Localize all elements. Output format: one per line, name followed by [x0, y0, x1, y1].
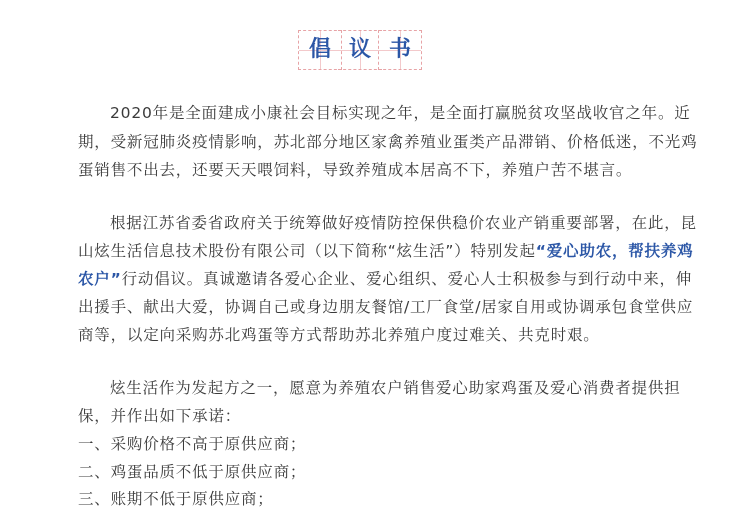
paragraph-2-line-2	[78, 241, 693, 261]
promise-item: 一、采购价格不高于原供应商；	[78, 435, 307, 453]
paragraph-2-line-3-text: 行动倡议。真诚邀请各爱心企业、爱心组织、爱心人士积极参与到行动中来，伸	[121, 270, 693, 288]
paragraph-2-line-2-text: 山炫生活信息技术股份有限公司（以下简称“炫生活”）特别发起	[78, 242, 536, 260]
initiative-name-highlight: “爱心助农，帮扶养鸡	[535, 242, 694, 260]
paragraph-3-line-2: 保，并作出如下承诺：	[78, 407, 242, 425]
title-char: 倡	[308, 37, 331, 62]
document-title	[0, 30, 746, 74]
paragraph-2-line-5: 商等，以定向采购苏北鸡蛋等方式帮助苏北养殖户度过难关、共克时艰。	[78, 326, 600, 344]
paragraph-1-line-1: 2020年是全面建成小康社会目标实现之年，是全面打赢脱贫攻坚战收官之年。近	[110, 104, 691, 122]
title-char-box	[298, 30, 342, 70]
paragraph-2-line-4: 出援手、献出大爱，协调自己或身边朋友餐馆/工厂食堂/居家自用或协调承包食堂供应	[78, 298, 694, 316]
title-char-box	[338, 30, 382, 70]
paragraph-2-line-3	[78, 269, 692, 289]
title-char: 议	[348, 37, 371, 62]
title-char-box	[378, 30, 422, 70]
promise-item: 二、鸡蛋品质不低于原供应商；	[78, 463, 307, 481]
paragraph-1-line-2: 期，受新冠肺炎疫情影响，苏北部分地区家禽养殖业蛋类产品滞销、价格低迷，不光鸡	[78, 133, 698, 151]
paragraph-2-line-1: 根据江苏省委省政府关于统筹做好疫情防控保供稳价农业产销重要部署，在此，昆	[110, 214, 697, 232]
promise-item: 三、账期不低于原供应商；	[78, 490, 274, 508]
initiative-name-highlight-end: 农户”	[78, 270, 122, 288]
title-char: 书	[388, 37, 411, 62]
paragraph-1-line-3: 蛋销售不出去，还要天天喂饲料，导致养殖成本居高不下，养殖户苦不堪言。	[78, 161, 633, 179]
paragraph-3-line-1: 炫生活作为发起方之一，愿意为养殖农户销售爱心助家鸡蛋及爱心消费者提供担	[110, 379, 681, 397]
